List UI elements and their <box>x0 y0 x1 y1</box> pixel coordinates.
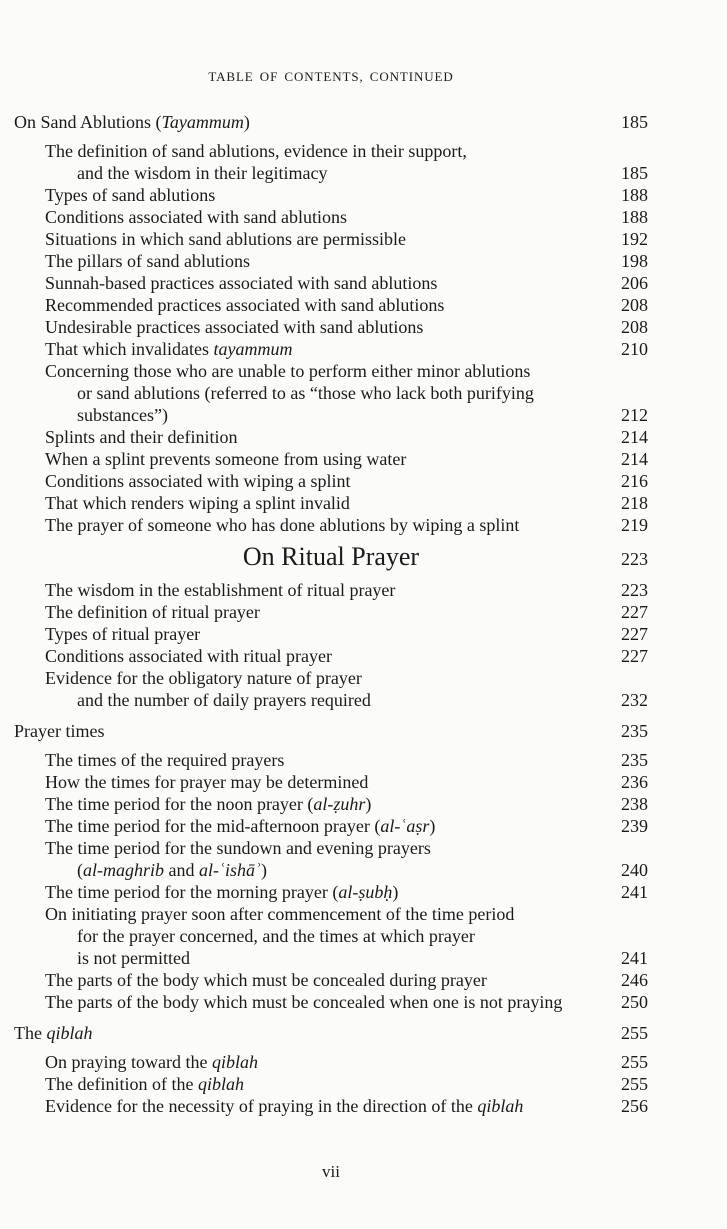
toc-page-number: 212 <box>621 405 648 425</box>
toc-row <box>14 514 648 536</box>
toc-row <box>14 404 648 426</box>
toc-entry-text: On Ritual Prayer <box>242 542 420 571</box>
toc-row <box>14 925 648 947</box>
toc-entry-text: Situations in which sand ablutions are permissible <box>45 229 406 249</box>
toc-row <box>14 470 648 492</box>
toc-page-number: 198 <box>621 251 648 271</box>
toc-row <box>14 316 648 338</box>
toc-entry-text: The parts of the body which must be concealed when one is not praying <box>45 992 563 1012</box>
toc-entry-text: The definition of ritual prayer <box>45 602 260 622</box>
toc-page-number: 214 <box>621 427 648 447</box>
toc-page-number: 238 <box>621 794 648 814</box>
toc-row <box>14 426 648 448</box>
toc-entry-text: Prayer times <box>14 721 105 741</box>
toc-entry-text: Conditions associated with sand ablutions <box>45 207 347 227</box>
toc-row <box>14 382 648 404</box>
running-header: TABLE OF CONTENTS, CONTINUED <box>208 69 454 84</box>
toc-row <box>14 1073 648 1095</box>
toc-page-number: 250 <box>621 992 648 1012</box>
toc-page-number: 214 <box>621 449 648 469</box>
toc-entry-text: That which renders wiping a splint invalid <box>45 493 350 513</box>
toc-page-number: 223 <box>621 549 648 569</box>
toc-page-number: 223 <box>621 580 648 600</box>
toc-page-number: 188 <box>621 207 648 227</box>
toc-entry-text: The time period for the mid-afternoon prayer (al-ʿaṣr) <box>45 816 436 836</box>
toc-entry-text: The definition of sand ablutions, evidence in their support, <box>45 141 467 161</box>
toc-entry-text: or sand ablutions (referred to as “those who lack both purifying <box>77 383 534 403</box>
toc-entry-text: Conditions associated with ritual prayer <box>45 646 332 666</box>
toc-row <box>14 623 648 645</box>
toc-entry-text: Sunnah-based practices associated with sand ablutions <box>45 273 438 293</box>
toc-page-number: 219 <box>621 515 648 535</box>
toc-entry-text: The qiblah <box>14 1023 93 1043</box>
toc-entry-text: The pillars of sand ablutions <box>45 251 250 271</box>
toc-page-number: 208 <box>621 317 648 337</box>
toc-entry-text: The prayer of someone who has done ablutions by wiping a splint <box>45 515 520 535</box>
toc-row <box>14 1095 648 1117</box>
toc-page-number: 241 <box>621 882 648 902</box>
toc-entry-text: That which invalidates tayammum <box>45 339 293 359</box>
toc-page-number: 185 <box>621 112 648 132</box>
toc-entry-text: and the number of daily prayers required <box>77 690 371 710</box>
toc-row <box>14 881 648 903</box>
toc-page-number: 232 <box>621 690 648 710</box>
toc-entry-text: The definition of the qiblah <box>45 1074 244 1094</box>
toc-entry-text: The parts of the body which must be concealed during prayer <box>45 970 487 990</box>
toc-page-number: 241 <box>621 948 648 968</box>
toc-row <box>14 749 648 771</box>
toc-entry-text: Concerning those who are unable to perform either minor ablutions <box>45 361 531 381</box>
toc-entry-text: Types of sand ablutions <box>45 185 216 205</box>
toc-row <box>14 947 648 969</box>
toc-row <box>14 771 648 793</box>
toc-entry-text: On Sand Ablutions (Tayammum) <box>14 112 250 132</box>
toc-page-number: 255 <box>621 1052 648 1072</box>
toc-entry-text: Conditions associated with wiping a splint <box>45 471 351 491</box>
toc-page-number: 246 <box>621 970 648 990</box>
toc-row <box>14 720 648 742</box>
toc-row <box>14 837 648 859</box>
toc-row <box>14 250 648 272</box>
toc-row <box>14 184 648 206</box>
toc-entry-text: Recommended practices associated with sand ablutions <box>45 295 445 315</box>
toc-entry-text: substances”) <box>77 405 168 425</box>
toc-page-number: 188 <box>621 185 648 205</box>
toc-entry-text: The times of the required prayers <box>45 750 285 770</box>
toc-page-number: 206 <box>621 273 648 293</box>
toc-page-number: 218 <box>621 493 648 513</box>
toc-page-number: 210 <box>621 339 648 359</box>
toc-row <box>14 645 648 667</box>
toc-row <box>14 815 648 837</box>
toc-row <box>14 111 648 133</box>
toc-entry-text: Evidence for the obligatory nature of prayer <box>45 668 362 688</box>
toc-entry-text: The wisdom in the establishment of ritual prayer <box>45 580 396 600</box>
toc-entry-text: The time period for the noon prayer (al-ẓuhr) <box>45 794 372 814</box>
toc-page-number: 227 <box>621 624 648 644</box>
toc-entry-text: On praying toward the qiblah <box>45 1052 258 1072</box>
toc-row <box>14 689 648 711</box>
toc-page-number: 185 <box>621 163 648 183</box>
toc-entry-text: On initiating prayer soon after commencement of the time period <box>45 904 515 924</box>
toc-row <box>14 228 648 250</box>
toc-entry-text: Splints and their definition <box>45 427 238 447</box>
toc-row <box>14 206 648 228</box>
toc-entry-text: Evidence for the necessity of praying in the direction of the qiblah <box>45 1096 524 1116</box>
toc-page-number: 255 <box>621 1023 648 1043</box>
toc-row <box>14 448 648 470</box>
toc-row <box>14 579 648 601</box>
toc-page-number: 208 <box>621 295 648 315</box>
toc-row <box>14 601 648 623</box>
toc-row <box>14 360 648 382</box>
toc-row <box>14 1022 648 1044</box>
toc-page-number: 240 <box>621 860 648 880</box>
toc-entry-text: (al-maghrib and al-ʿishāʾ) <box>77 860 267 880</box>
toc-row <box>14 793 648 815</box>
toc-row <box>14 272 648 294</box>
toc-row <box>14 859 648 881</box>
toc-entry-text: and the wisdom in their legitimacy <box>77 163 328 183</box>
toc-row <box>14 667 648 689</box>
toc-entry-text: is not permitted <box>77 948 190 968</box>
toc-page-number: 192 <box>621 229 648 249</box>
toc-page-number: 235 <box>621 750 648 770</box>
toc-entry-text: How the times for prayer may be determined <box>45 772 369 792</box>
toc-entry-text: The time period for the sundown and evening prayers <box>45 838 431 858</box>
toc-page-number: 236 <box>621 772 648 792</box>
toc-page-number: 227 <box>621 646 648 666</box>
toc-entry-text: for the prayer concerned, and the times at which prayer <box>77 926 475 946</box>
toc-entry-text: The time period for the morning prayer (al-ṣubḥ) <box>45 882 399 902</box>
page-number-footer: vii <box>322 1162 340 1181</box>
toc-page-number: 227 <box>621 602 648 622</box>
toc-section-heading <box>14 542 648 572</box>
toc-entry-text: Undesirable practices associated with sand ablutions <box>45 317 424 337</box>
toc-row <box>14 162 648 184</box>
toc-row <box>14 991 648 1013</box>
toc-row <box>14 969 648 991</box>
toc-list <box>14 111 648 1117</box>
toc-row <box>14 338 648 360</box>
toc-page-number: 235 <box>621 721 648 741</box>
toc-row <box>14 1051 648 1073</box>
toc-row <box>14 903 648 925</box>
toc-row <box>14 492 648 514</box>
toc-page-number: 239 <box>621 816 648 836</box>
toc-row <box>14 140 648 162</box>
toc-entry-text: Types of ritual prayer <box>45 624 201 644</box>
toc-page-number: 216 <box>621 471 648 491</box>
toc-entry-text: When a splint prevents someone from using water <box>45 449 407 469</box>
toc-row <box>14 294 648 316</box>
toc-page-number: 256 <box>621 1096 648 1116</box>
toc-page-number: 255 <box>621 1074 648 1094</box>
